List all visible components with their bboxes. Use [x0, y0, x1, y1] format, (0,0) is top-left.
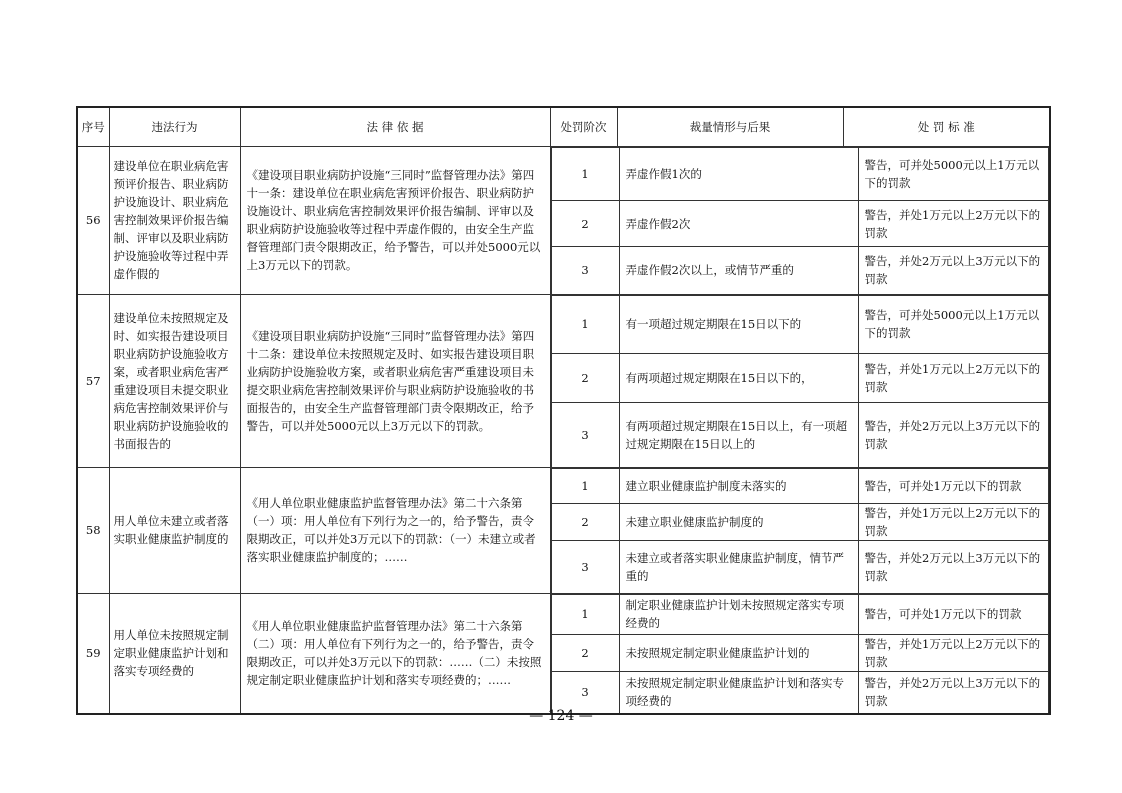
header-level: 处罚阶次: [550, 107, 617, 147]
level-row: [551, 594, 1049, 634]
penalty-text: 警告，并处2万元以上3万元以下的罚款: [858, 247, 1049, 294]
level-row: [551, 671, 1049, 713]
level-number: 2: [551, 201, 619, 247]
row-number: 56: [77, 147, 109, 295]
level-row: [551, 469, 1049, 504]
circumstance-text: 未建立或者落实职业健康监护制度，情节严重的: [619, 541, 858, 593]
penalty-text: 警告，并处1万元以上2万元以下的罚款: [858, 504, 1049, 541]
level-number: 1: [551, 295, 619, 353]
circumstance-text: 有一项超过规定期限在15日以下的: [619, 295, 858, 353]
penalty-table: [76, 106, 1051, 715]
penalty-text: 警告，并处1万元以上2万元以下的罚款: [858, 634, 1049, 671]
level-number: 1: [551, 594, 619, 634]
level-group: [550, 294, 1050, 468]
legal-basis-text: 《用人单位职业健康监护监督管理办法》第二十六条第（一）项：用人单位有下列行为之一的，给予警告，责令限期改正，可以并处3万元以下的罚款：（一）未建立或者落实职业健康监护制度的；……: [240, 468, 550, 594]
level-number: 2: [551, 353, 619, 402]
penalty-text: 警告，并处2万元以上3万元以下的罚款: [858, 402, 1049, 467]
level-number: 1: [551, 469, 619, 504]
penalty-text: 警告，并处1万元以上2万元以下的罚款: [858, 353, 1049, 402]
legal-basis-text: 《用人单位职业健康监护监督管理办法》第二十六条第（二）项：用人单位有下列行为之一的，给予警告，责令限期改正，可以并处3万元以下的罚款：……（二）未按照规定制定职业健康监护计划和落实专项经费的；……: [240, 593, 550, 714]
level-group: [550, 593, 1050, 714]
level-row: [551, 148, 1049, 201]
violation-text: 建设单位未按照规定及时、如实报告建设项目职业病防护设施验收方案，或者职业病危害严重建设项目未提交职业病危害控制效果评价与职业病防护设施验收的书面报告的: [109, 294, 240, 468]
level-row: [551, 295, 1049, 353]
level-number: 3: [551, 247, 619, 294]
table-row: [77, 147, 1050, 295]
penalty-text: 警告，可并处5000元以上1万元以下的罚款: [858, 148, 1049, 201]
level-row: [551, 201, 1049, 247]
row-number: 59: [77, 593, 109, 714]
penalty-text: 警告，并处2万元以上3万元以下的罚款: [858, 671, 1049, 713]
header-legal-basis: 法 律 依 据: [240, 107, 550, 147]
header-penalty: 处 罚 标 准: [843, 107, 1050, 147]
table-row: [77, 593, 1050, 714]
level-number: 2: [551, 504, 619, 541]
page-number: — 124 —: [529, 708, 593, 724]
level-row: [551, 353, 1049, 402]
circumstance-text: 未建立职业健康监护制度的: [619, 504, 858, 541]
circumstance-text: 有两项超过规定期限在15日以上，有一项超过规定期限在15日以上的: [619, 402, 858, 467]
level-number: 3: [551, 402, 619, 467]
circumstance-text: 未按照规定制定职业健康监护计划的: [619, 634, 858, 671]
circumstance-text: 制定职业健康监护计划未按照规定落实专项经费的: [619, 594, 858, 634]
level-number: 1: [551, 148, 619, 201]
header-violation: 违法行为: [109, 107, 240, 147]
violation-text: 建设单位在职业病危害预评价报告、职业病防护设施设计、职业病危害控制效果评价报告编制、评审以及职业病防护设施验收等过程中弄虚作假的: [109, 147, 240, 295]
level-number: 2: [551, 634, 619, 671]
level-row: [551, 541, 1049, 593]
level-row: [551, 634, 1049, 671]
violation-text: 用人单位未按照规定制定职业健康监护计划和落实专项经费的: [109, 593, 240, 714]
level-group: [550, 147, 1050, 295]
violation-text: 用人单位未建立或者落实职业健康监护制度的: [109, 468, 240, 594]
table-header-row: [77, 107, 1050, 147]
level-group: [550, 468, 1050, 594]
level-row: [551, 402, 1049, 467]
legal-basis-text: 《建设项目职业病防护设施“三同时”监督管理办法》第四十二条：建设单位未按照规定及时、如实报告建设项目职业病防护设施验收方案，或者职业病危害严重建设项目未提交职业病危害控制效果评价与职业病防护设施验收的书面报告的，由安全生产监督管理部门责令限期改正，给予警告，可以并处5000元以上3万元以下的罚款。: [240, 294, 550, 468]
penalty-text: 警告，并处2万元以上3万元以下的罚款: [858, 541, 1049, 593]
table-row: [77, 468, 1050, 594]
circumstance-text: 建立职业健康监护制度未落实的: [619, 469, 858, 504]
circumstance-text: 未按照规定制定职业健康监护计划和落实专项经费的: [619, 671, 858, 713]
level-number: 3: [551, 671, 619, 713]
legal-basis-text: 《建设项目职业病防护设施“三同时”监督管理办法》第四十一条：建设单位在职业病危害预评价报告、职业病防护设施设计、职业病危害控制效果评价报告编制、评审以及职业病防护设施验收等过程中弄虚作假的，由安全生产监督管理部门责令限期改正，给予警告，可以并处5000元以上3万元以下的罚款。: [240, 147, 550, 295]
penalty-text: 警告，并处1万元以上2万元以下的罚款: [858, 201, 1049, 247]
circumstance-text: 弄虚作假2次以上，或情节严重的: [619, 247, 858, 294]
circumstance-text: 弄虚作假1次的: [619, 148, 858, 201]
header-seq: 序号: [77, 107, 109, 147]
penalty-text: 警告，可并处5000元以上1万元以下的罚款: [858, 295, 1049, 353]
row-number: 58: [77, 468, 109, 594]
level-row: [551, 247, 1049, 294]
header-circumstance: 裁量情形与后果: [617, 107, 843, 147]
circumstance-text: 有两项超过规定期限在15日以下的，: [619, 353, 858, 402]
level-number: 3: [551, 541, 619, 593]
circumstance-text: 弄虚作假2次: [619, 201, 858, 247]
penalty-text: 警告，可并处1万元以下的罚款: [858, 594, 1049, 634]
penalty-text: 警告，可并处1万元以下的罚款: [858, 469, 1049, 504]
level-row: [551, 504, 1049, 541]
table-row: [77, 294, 1050, 468]
row-number: 57: [77, 294, 109, 468]
